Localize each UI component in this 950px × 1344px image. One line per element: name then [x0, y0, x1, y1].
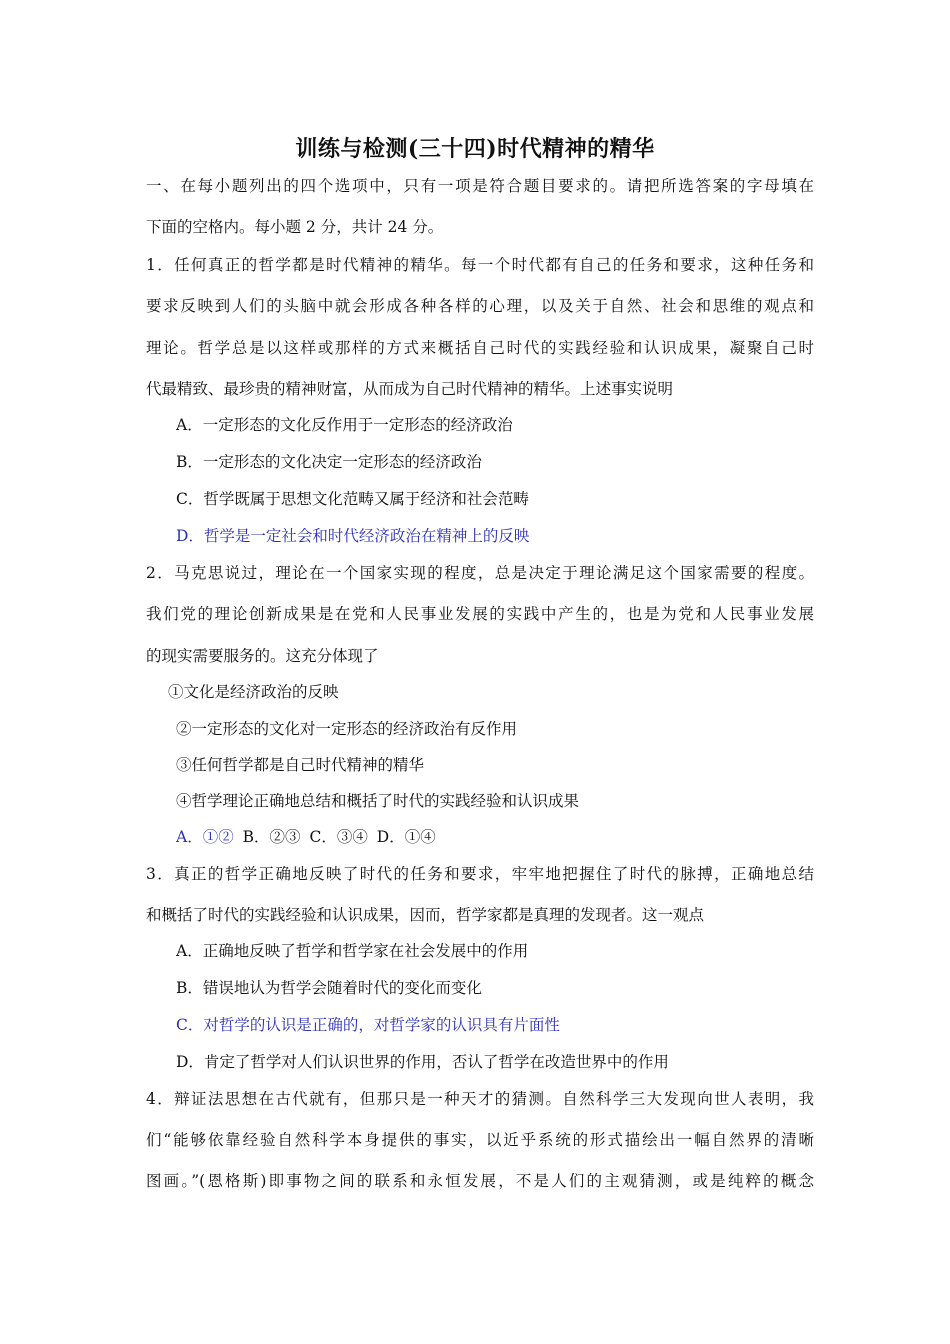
q2-option-a-answer: A．①②: [176, 828, 234, 846]
q1-option-c: C．哲学既属于思想文化范畴又属于经济和社会范畴: [176, 490, 529, 508]
page-title: 训练与检测(三十四)时代精神的精华: [295, 136, 655, 162]
q3-stem-line-2: 和概括了时代的实践经验和认识成果，因而，哲学家都是真理的发现者。这一观点: [146, 906, 705, 924]
q1-stem-line-2: 要求反映到人们的头脑中就会形成各种各样的心理，以及关于自然、社会和思维的观点和: [146, 297, 814, 315]
q2-stem-line-3: 的现实需要服务的。这充分体现了: [146, 647, 379, 665]
q2-item-2: ②一定形态的文化对一定形态的经济政治有反作用: [176, 720, 518, 738]
q2-item-1: ①文化是经济政治的反映: [168, 683, 339, 701]
q3-option-a: A．正确地反映了哲学和哲学家在社会发展中的作用: [176, 942, 529, 960]
q3-stem-line-1: 3．真正的哲学正确地反映了时代的任务和要求，牢牢地把握住了时代的脉搏，正确地总结: [146, 865, 814, 883]
q1-stem-line-3: 理论。哲学总是以这样或那样的方式来概括自己时代的实践经验和认识成果，凝聚自己时: [146, 339, 814, 357]
q2-stem-line-1: 2．马克思说过，理论在一个国家实现的程度，总是决定于理论满足这个国家需要的程度。: [146, 564, 814, 582]
q2-option-b: B．②③: [242, 828, 301, 846]
q2-stem-line-2: 我们党的理论创新成果是在党和人民事业发展的实践中产生的，也是为党和人民事业发展: [146, 605, 814, 623]
q2-option-c: C．③④: [309, 828, 368, 846]
q4-stem-line-3: 图画。”(恩格斯)即事物之间的联系和永恒发展，不是人们的主观猜测，或是纯粹的概念: [146, 1172, 814, 1190]
q1-stem-line-1: 1．任何真正的哲学都是时代精神的精华。每一个时代都有自己的任务和要求，这种任务和: [146, 256, 814, 274]
q4-stem-line-1: 4．辩证法思想在古代就有，但那只是一种天才的猜测。自然科学三大发现向世人表明，我: [146, 1090, 814, 1108]
q1-stem-line-4: 代最精致、最珍贵的精神财富，从而成为自己时代精神的精华。上述事实说明: [146, 380, 674, 398]
section-intro-line-2: 下面的空格内。每小题 2 分，共计 24 分。: [146, 218, 444, 236]
q2-item-3: ③任何哲学都是自己时代精神的精华: [176, 756, 425, 774]
section-intro-line-1: 一、在每小题列出的四个选项中，只有一项是符合题目要求的。请把所选答案的字母填在: [146, 177, 814, 195]
q1-option-d-answer: D．哲学是一定社会和时代经济政治在精神上的反映: [176, 527, 530, 545]
q1-option-b: B．一定形态的文化决定一定形态的经济政治: [176, 453, 482, 471]
q3-option-d: D．肯定了哲学对人们认识世界的作用，否认了哲学在改造世界中的作用: [176, 1053, 669, 1071]
q4-stem-line-2: 们“能够依靠经验自然科学本身提供的事实，以近乎系统的形式描绘出一幅自然界的清晰: [146, 1131, 814, 1149]
q2-option-d: D．①④: [376, 828, 436, 846]
q3-option-c-answer: C．对哲学的认识是正确的，对哲学家的认识具有片面性: [176, 1016, 560, 1034]
q2-item-4: ④哲学理论正确地总结和概括了时代的实践经验和认识成果: [176, 792, 580, 810]
q2-options-row: [176, 827, 796, 847]
q3-option-b: B．错误地认为哲学会随着时代的变化而变化: [176, 979, 482, 997]
q1-option-a: A．一定形态的文化反作用于一定形态的经济政治: [176, 416, 513, 434]
